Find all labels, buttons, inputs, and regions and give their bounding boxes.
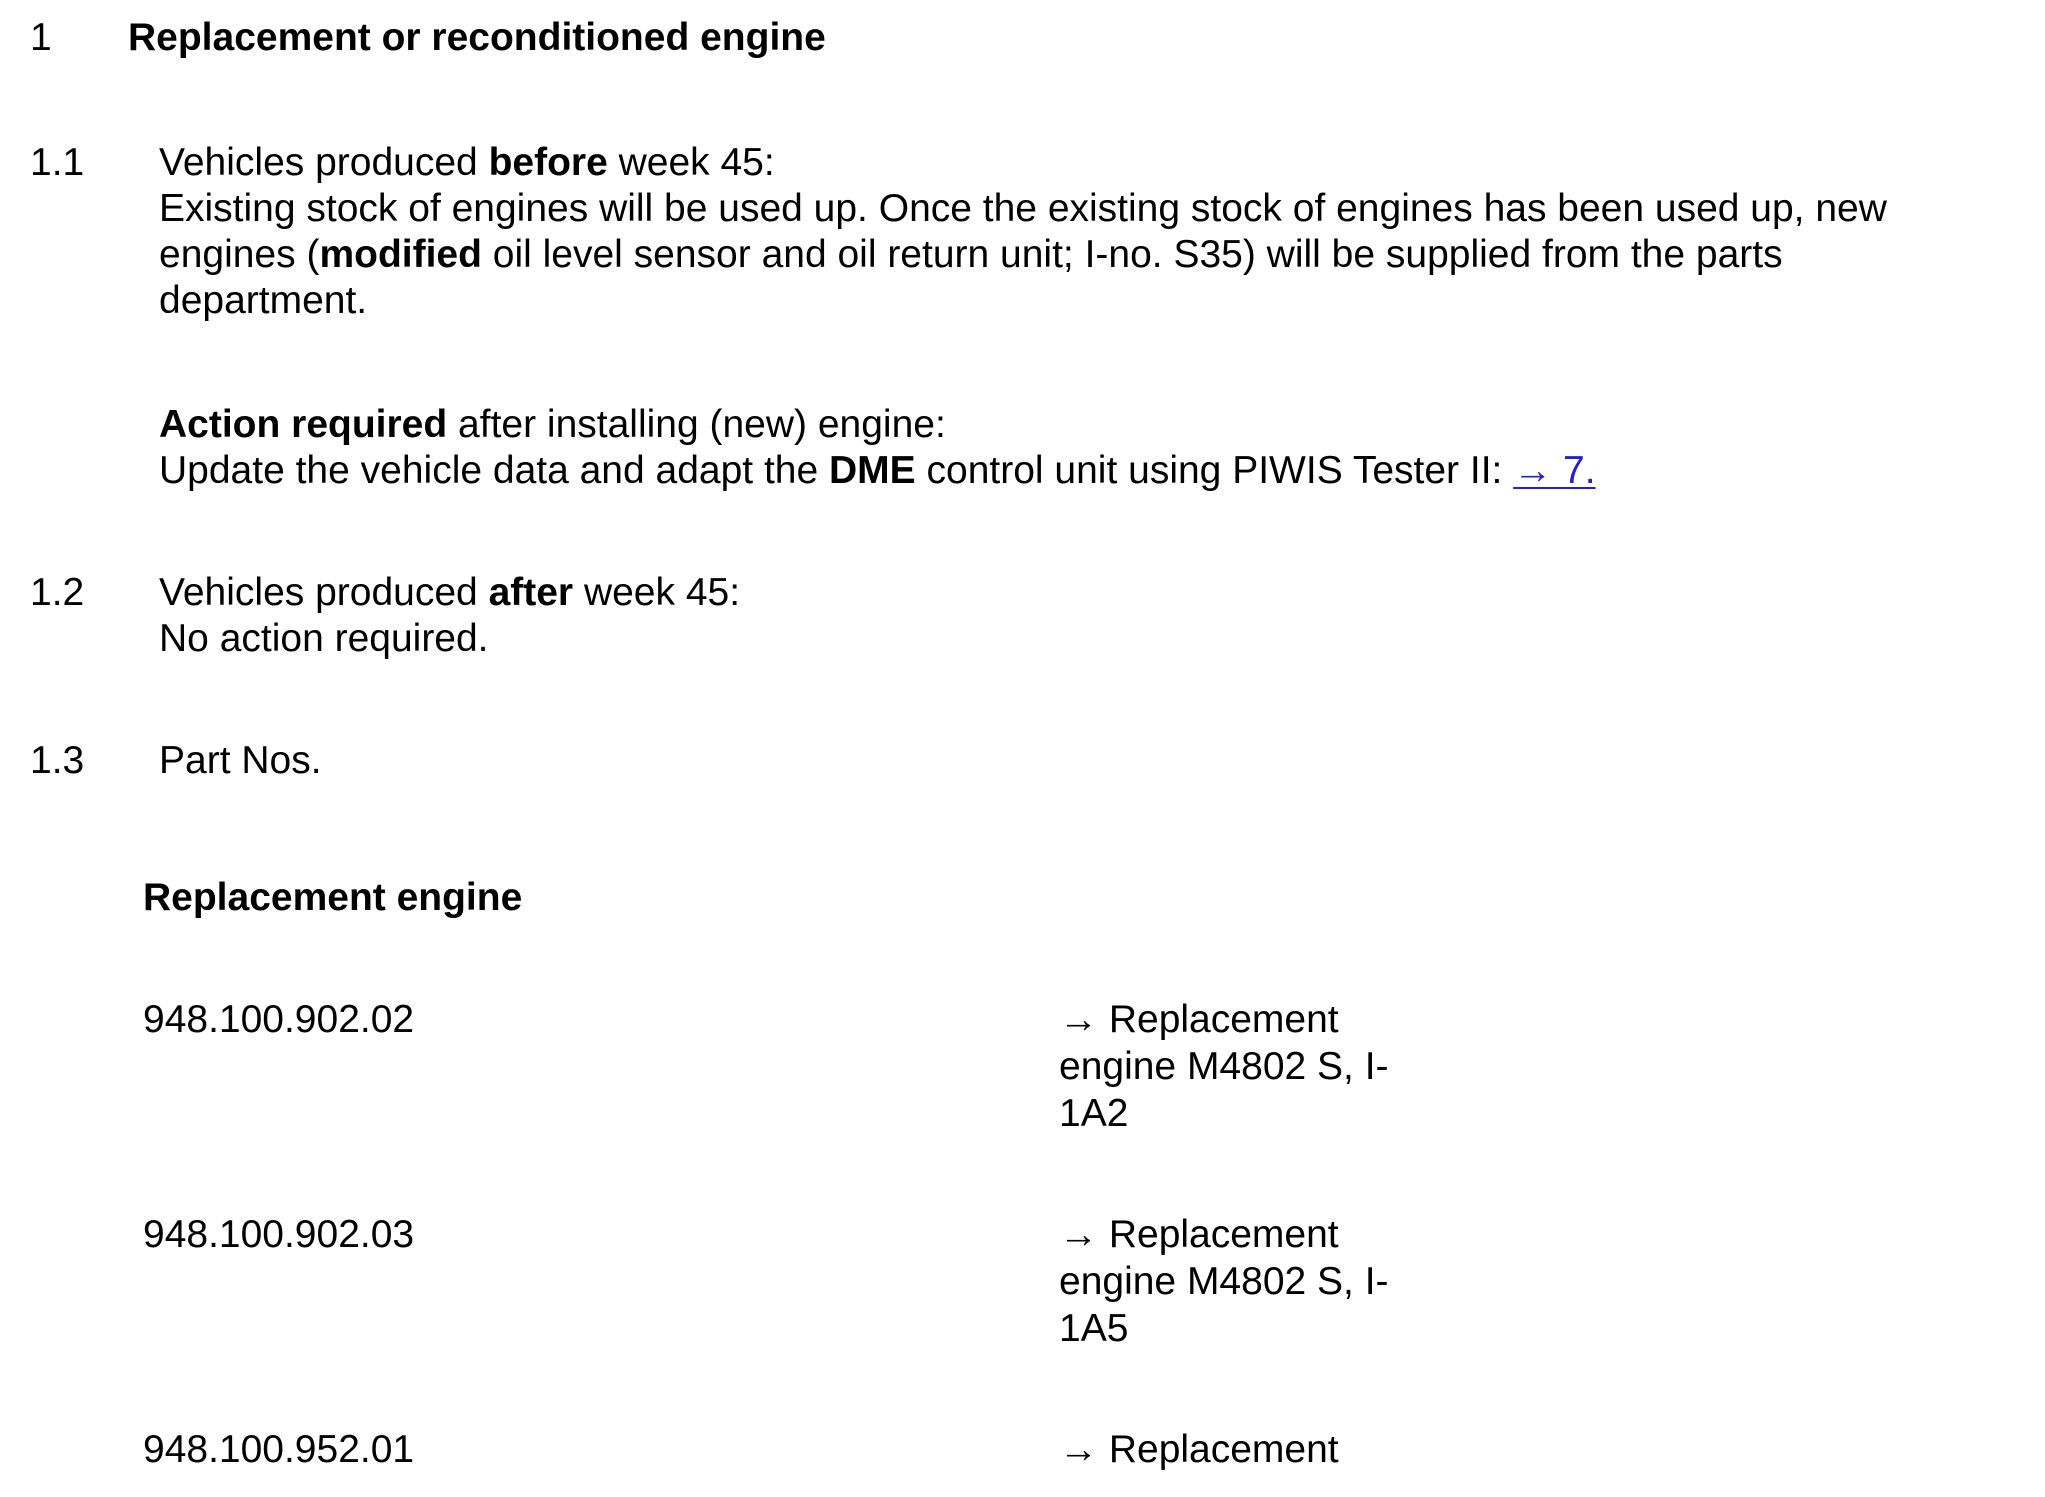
item-1-2-para: No action required. [159,617,489,660]
part-description-line: 1A2 [1059,1092,1129,1135]
item-1-2-heading: Vehicles produced after week 45: [159,571,741,614]
part-description-line: → Replacement [1059,1213,1339,1256]
item-1-1-para-line2: engines (modified oil level sensor and oil return unit; I-no. S35) will be supplied from the parts [159,233,1783,276]
part-description-line: → Replacement [1059,1428,1339,1471]
item-number-1-3: 1.3 [30,739,85,782]
section-7-link[interactable]: → 7. [1513,449,1596,492]
parts-heading: Replacement engine [143,876,523,919]
part-number-3: 948.100.952.01 [143,1428,415,1471]
part-number-1: 948.100.902.02 [143,998,415,1041]
action-required-line: Action required after installing (new) engine: [159,403,946,446]
section-title: Replacement or reconditioned engine [128,16,826,59]
section-number: 1 [30,16,52,59]
item-1-1-heading: Vehicles produced before week 45: [159,141,775,184]
part-description-2 [1059,1211,1389,1352]
part-description-line: engine M4802 S, I- [1059,1260,1389,1303]
part-description-line: 1A5 [1059,1307,1129,1350]
part-description-1 [1059,996,1389,1137]
item-1-3-text: Part Nos. [159,739,322,782]
part-number-2: 948.100.902.03 [143,1213,415,1256]
item-number-1-1: 1.1 [30,141,85,184]
item-number-1-2: 1.2 [30,571,85,614]
item-1-1-para-line3: department. [159,279,368,322]
update-instruction-line: Update the vehicle data and adapt the DME control unit using PIWIS Tester II: → 7. [159,449,1596,492]
part-description-line: engine M4802 S, I- [1059,1045,1389,1088]
part-description-line: → Replacement [1059,998,1339,1041]
item-1-1-para-line1: Existing stock of engines will be used up. Once the existing stock of engines has been used up, new [159,187,1887,230]
part-description-3 [1059,1426,1339,1473]
